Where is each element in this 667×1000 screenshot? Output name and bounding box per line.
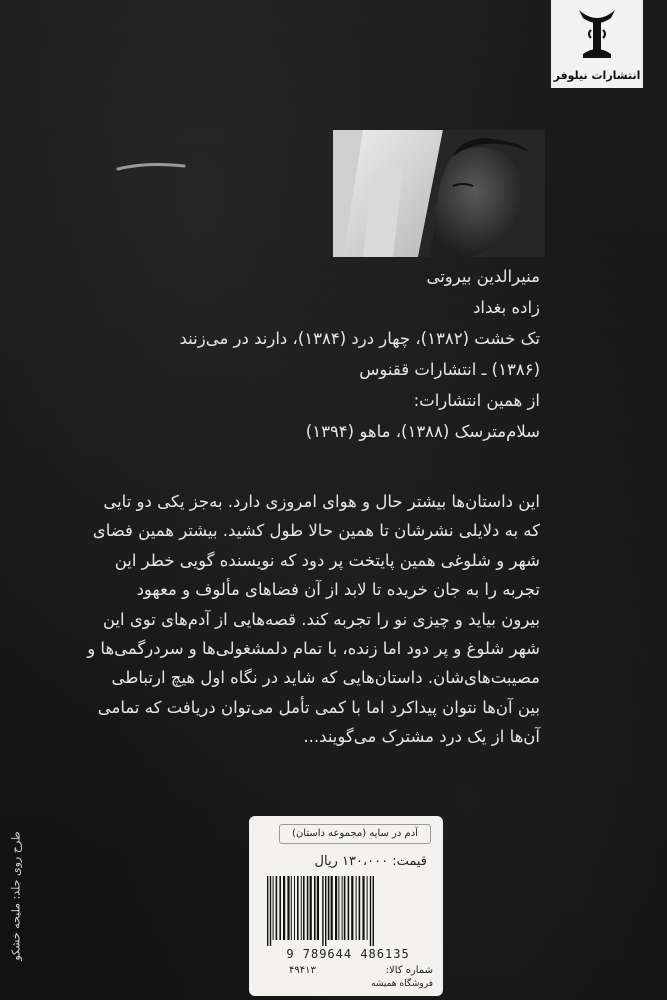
sticker-price: قیمت: ۱۳۰،۰۰۰ ریال (314, 854, 427, 869)
barcode-bar (359, 876, 361, 940)
barcode-bar (307, 876, 309, 940)
barcode-bar (317, 876, 319, 940)
bio-line: تک خشت (۱۳۸۲)، چهار درد (۱۳۸۴)، دارند در می‌زنند (179, 329, 540, 348)
barcode-bar (273, 876, 274, 940)
barcode-bar (314, 876, 316, 940)
brush-stroke (116, 160, 186, 172)
barcode-bar (303, 876, 305, 940)
barcode-bar (331, 876, 333, 940)
barcode-bar (344, 876, 346, 940)
barcode-bar (325, 876, 326, 946)
bio-line: سلام‌مترسک (۱۳۸۸)، ماهو (۱۳۹۴) (305, 422, 540, 441)
barcode-bar (351, 876, 353, 940)
sticker-title: آدم در سایه (مجموعه داستان) (279, 824, 431, 844)
blurb-line: مصیبت‌های‌شان. داستان‌هایی که شاید در نگاه اول هیچ ارتباطی (111, 668, 540, 688)
product-code-value: ۴۹۴۱۳ (289, 965, 316, 976)
bio-line: (۱۳۸۶) ـ انتشارات ققنوس (359, 360, 540, 379)
barcode (263, 876, 433, 946)
bio-line: زاده بغداد (473, 298, 540, 317)
barcode-bar (322, 876, 323, 946)
barcode-bar (373, 876, 374, 946)
book-blurb (87, 487, 540, 752)
barcode-bar (297, 876, 299, 940)
blurb-line: آن‌ها از یک درد مشترک می‌گویند... (303, 727, 540, 747)
barcode-bar (301, 876, 302, 940)
barcode-bar (335, 876, 337, 940)
blurb-line: شهر شلوغ و پر دود اما زنده، با تمام دلمشغولی‌ها و سردرگمی‌ها و (87, 638, 540, 658)
blurb-line: تجربه را به جان خریده تا لابد از آن فضاهای مألوف و معهود (136, 580, 540, 600)
price-sticker (249, 816, 443, 996)
author-bio (120, 262, 540, 448)
barcode-bar (370, 876, 371, 946)
blurb-line: بین آن‌ها نتوان پیداکرد اما با کمی تأمل می‌توان دریافت که تمامی (97, 697, 540, 717)
barcode-bar (270, 876, 271, 946)
publisher-logo (551, 0, 643, 88)
barcode-bar (342, 876, 343, 940)
barcode-bar (279, 876, 281, 940)
lotus-column-icon (573, 4, 621, 60)
barcode-bar (276, 876, 278, 940)
store-name: فروشگاه همیشه (371, 979, 433, 989)
blurb-line: که به دلایلی نشرشان تا همین حالا طول کشید. بیشتر همین فضای (92, 521, 540, 541)
blurb-line: بیرون بیاید و چیزی نو را تجربه کند. قصه‌هایی از آدم‌های توی این (102, 609, 540, 629)
barcode-bar (367, 876, 368, 940)
bio-line: منیرالدین بیروتی (426, 267, 540, 286)
blurb-line: این داستان‌ها بیشتر حال و هوای امروزی دارد. به‌جز یکی دو تایی (103, 492, 540, 511)
barcode-bar (267, 876, 268, 946)
publisher-name: انتشارات نیلوفر (553, 69, 641, 82)
bio-line: از همین انتشارات: (413, 391, 540, 410)
barcode-digits: 9 789644 486135 (286, 947, 410, 961)
barcode-bar (362, 876, 364, 940)
cover-credit (2, 808, 30, 983)
barcode-bar (310, 876, 312, 940)
barcode-bar (328, 876, 330, 940)
barcode-bar (338, 876, 339, 940)
barcode-bar (356, 876, 357, 940)
product-code-label: شماره کالا: (385, 965, 433, 976)
cover-credit-text: طرح روی جلد: ملیحه خشکو (9, 830, 23, 961)
barcode-bar (294, 876, 295, 940)
barcode-bar (283, 876, 285, 940)
barcode-bar (291, 876, 292, 940)
author-photo (333, 130, 545, 257)
barcode-bar (348, 876, 350, 940)
barcode-bar (287, 876, 289, 940)
blurb-line: شهر و شلوغی همین پایتخت پر دود که نویسنده گویی خطر این (114, 550, 540, 570)
